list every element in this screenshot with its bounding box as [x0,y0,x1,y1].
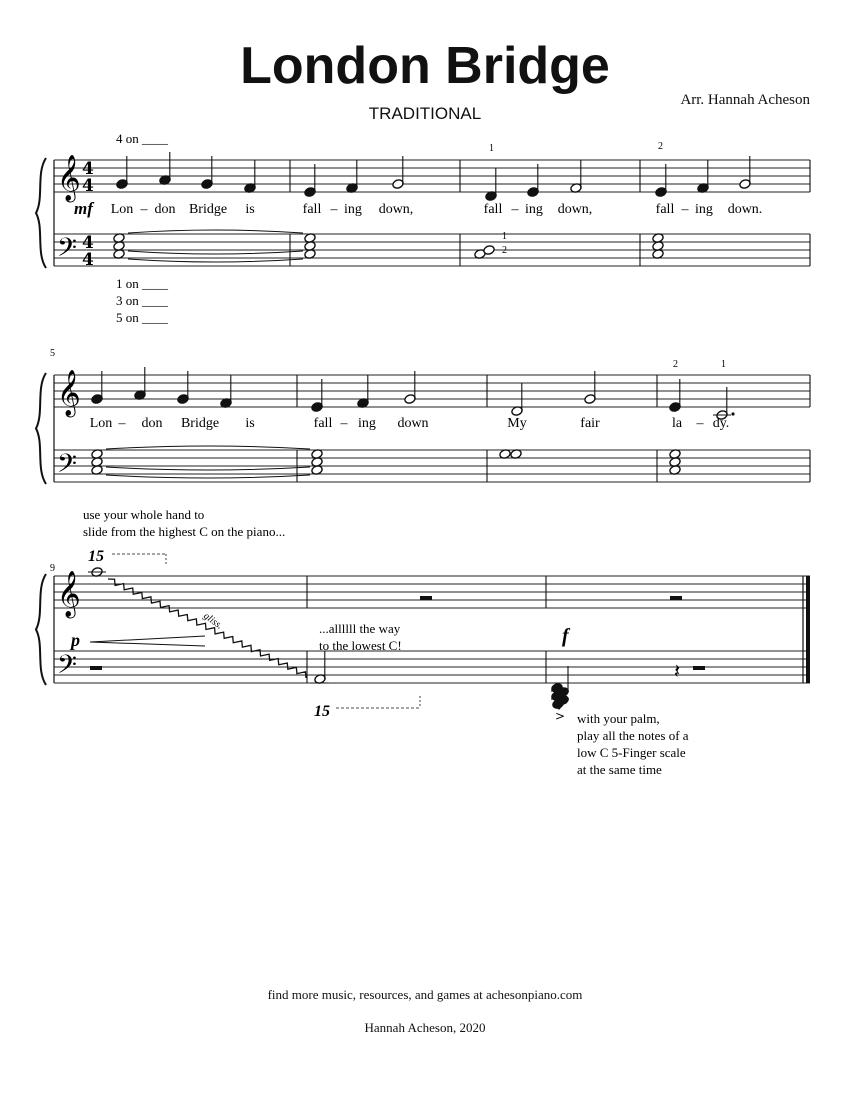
lyric-syllable: is [245,416,255,431]
lyric-syllable: – [118,416,126,431]
lyric-syllable: down, [557,202,593,217]
instruction-line-1: use your whole hand to [83,507,205,522]
hand-position-bottom-2: 3 on ____ [116,293,168,308]
lyric-syllable: Lon [89,416,113,431]
glissando-line [108,579,306,678]
final-barline [806,576,810,683]
treble-clef: 𝄞 [57,155,81,201]
footer-website: find more music, resources, and games at achesonpiano.com [267,987,583,1002]
hand-position-bottom-3: 5 on ____ [116,310,168,325]
lyric-syllable: down, [378,202,414,217]
composer-credit: TRADITIONAL [368,104,482,123]
lyric-syllable: – [696,416,704,431]
dynamic-f: f [562,625,569,647]
fingering-m3: 1 [489,143,494,154]
lyric-syllable: ing [344,202,362,217]
instruction-palm-2: play all the notes of a [577,728,689,743]
time-signature-bass: 4 [82,250,94,270]
lyric-syllable: ing [358,416,376,431]
whole-rest [420,596,432,600]
tie [106,446,310,449]
whole-rest [670,596,682,600]
lyric-syllable: Lon [110,202,134,217]
tie [128,230,303,233]
dynamic-mf: mf [74,199,93,218]
hand-position-top: 4 on ____ [116,131,168,146]
lyrics-system-2 [90,416,730,431]
lyric-syllable: Bridge [180,416,220,431]
bass-clef: 𝄢 [57,650,77,686]
lyric-syllable: ing [695,202,713,217]
lyric-syllable: Bridge [188,202,228,217]
lyric-syllable: My [507,416,527,431]
treble-clef: 𝄞 [57,370,81,416]
lyric-syllable: don [141,416,163,431]
staccato-dot [558,707,561,710]
instruction-mid-2: to the lowest C! [319,638,402,653]
instruction-mid-1: ...allllll the way [319,621,401,636]
footer-copyright: Hannah Acheson, 2020 [364,1020,486,1035]
ottava-top-label: 15 [88,548,104,565]
lyric-syllable: down. [727,202,763,217]
fingering-bass-1: 1 [502,231,507,242]
fingering-m8-a: 2 [673,359,678,370]
song-title: London Bridge [240,37,610,95]
lyric-syllable: don [154,202,176,217]
lyric-syllable: is [245,202,255,217]
lyric-syllable: fall [313,416,333,431]
whole-rest [90,666,102,670]
bass-clef: 𝄢 [57,449,77,485]
fingering-bass-2: 2 [502,245,507,256]
brace [36,373,46,484]
lyrics-system-1 [111,202,763,217]
ottava-bottom-label: 15 [314,703,330,720]
gliss-label: gliss. [201,610,225,632]
lyric-syllable: – [681,202,689,217]
tie [128,251,303,254]
tie [106,467,310,470]
tie [128,259,303,262]
lyric-syllable: fall [483,202,503,217]
measure-number-9: 9 [50,563,55,574]
time-signature-bass: 4 [82,233,94,253]
instruction-palm-3: low C 5-Finger scale [577,745,686,760]
measure-number-5: 5 [50,348,55,359]
instruction-palm-1: with your palm, [577,711,660,726]
time-signature-treble: 4 [82,176,94,196]
bass-clef: 𝄢 [57,233,77,269]
lyric-syllable: fall [302,202,322,217]
lyric-syllable: – [511,202,519,217]
quarter-rest: 𝄽 [674,659,681,683]
instruction-palm-4: at the same time [577,762,662,777]
fingering-m8-b: 1 [721,359,726,370]
lyric-syllable: – [340,416,348,431]
lyric-syllable: fair [580,416,600,431]
whole-rest [693,666,705,670]
notation [57,152,751,723]
fingering-m4: 2 [658,141,663,152]
lyric-syllable: dy. [712,416,730,431]
lyric-syllable: – [140,202,148,217]
hand-position-bottom-1: 1 on ____ [116,276,168,291]
brace [36,158,46,268]
treble-clef: 𝄞 [57,571,81,617]
lyric-syllable: la [671,416,683,431]
lyric-syllable: down [397,416,429,431]
dot [731,412,734,415]
dynamic-p: p [71,630,80,650]
time-signature-treble: 4 [82,159,94,179]
accent-mark: > [555,709,566,723]
lyric-syllable: fall [655,202,675,217]
arranger-credit: Arr. Hannah Acheson [680,92,810,108]
instruction-line-2: slide from the highest C on the piano... [83,524,286,539]
brace [36,574,46,685]
tie [106,475,310,478]
lyric-syllable: ing [525,202,543,217]
hairpin [90,636,205,646]
lyric-syllable: – [330,202,338,217]
